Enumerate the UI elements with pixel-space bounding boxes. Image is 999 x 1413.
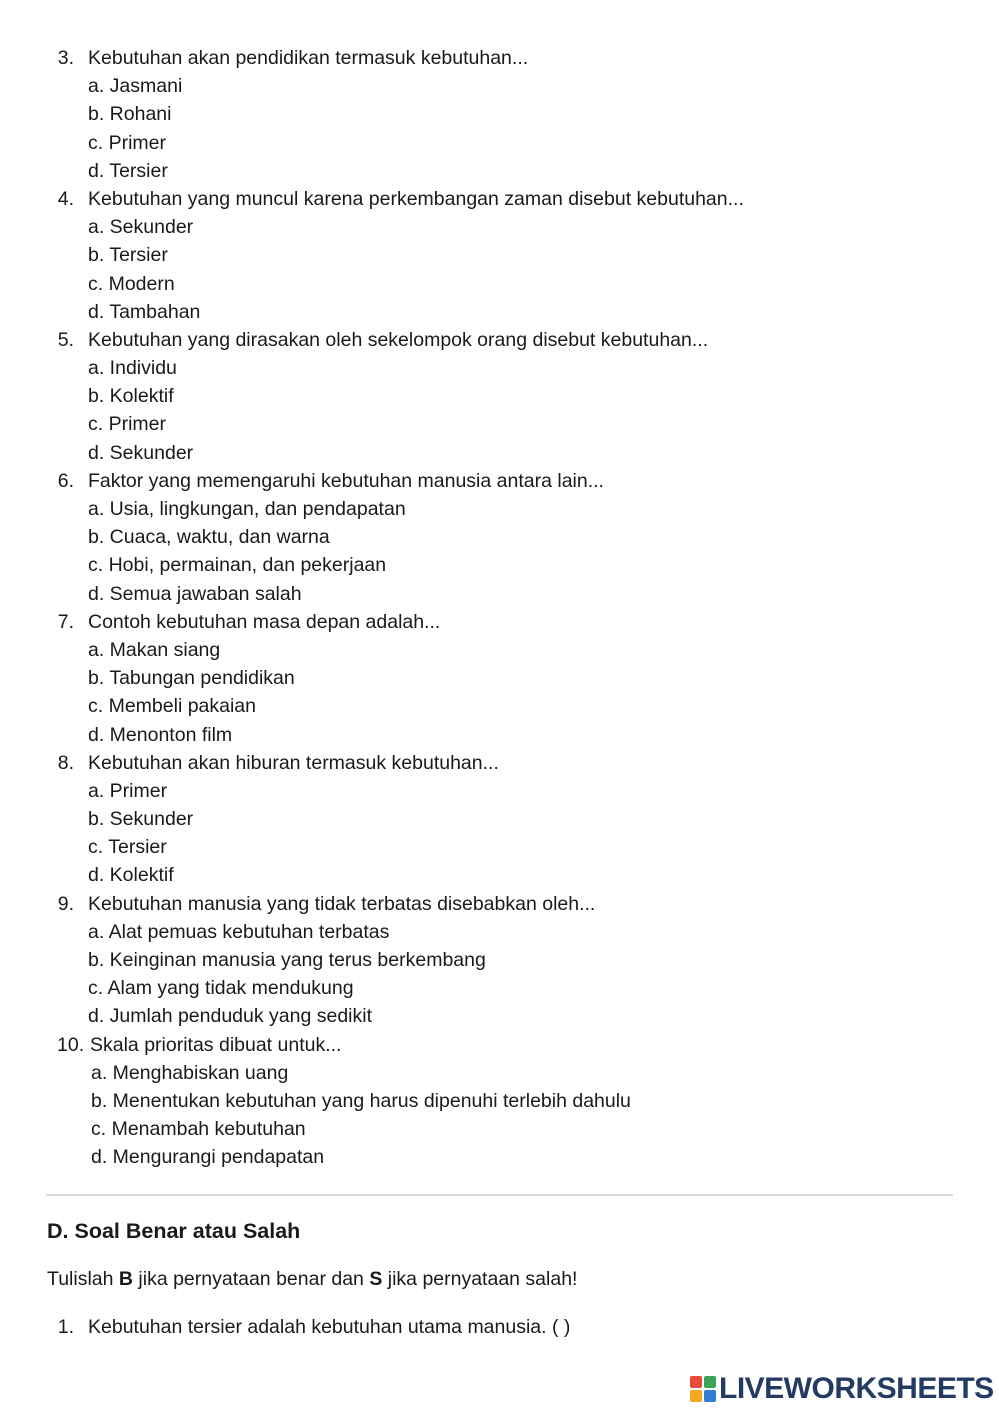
- instruction-s-letter: S: [369, 1268, 383, 1290]
- question-text: Skala prioritas dibuat untuk...: [90, 1033, 342, 1056]
- liveworksheets-logo-text: LIVEWORKSHEETS: [719, 1372, 994, 1405]
- answer-option: c. Primer: [88, 413, 166, 436]
- question-10: [0, 1031, 999, 1172]
- answer-option: d. Mengurangi pendapatan: [91, 1146, 325, 1169]
- question-number: 4.: [57, 187, 74, 210]
- answer-option: b. Cuaca, waktu, dan warna: [88, 526, 330, 549]
- question-6: [0, 467, 999, 608]
- question-3: [0, 44, 999, 185]
- question-7: [0, 608, 999, 749]
- question-line: [0, 467, 999, 495]
- answer-option: b. Rohani: [88, 103, 172, 126]
- question-9: [0, 890, 999, 1031]
- question-number: 5.: [57, 328, 74, 351]
- question-text: Kebutuhan yang muncul karena perkembangan zaman disebut kebutuhan...: [88, 187, 744, 210]
- instruction-text-1: Tulislah: [47, 1268, 119, 1290]
- answer-option: a. Sekunder: [88, 216, 194, 239]
- answer-option: b. Keinginan manusia yang terus berkembang: [88, 949, 486, 971]
- question-line: [0, 749, 999, 777]
- answer-option: c. Menambah kebutuhan: [91, 1118, 306, 1141]
- answer-option: c. Tersier: [88, 836, 167, 859]
- question-line: [0, 1031, 999, 1059]
- answer-option: c. Primer: [88, 131, 166, 154]
- answer-option: d. Tambahan: [88, 300, 201, 323]
- answer-option: d. Semua jawaban salah: [88, 582, 302, 605]
- answer-option: a. Individu: [88, 357, 177, 380]
- answer-option: b. Sekunder: [88, 808, 194, 831]
- question-line: [0, 185, 999, 213]
- answer-option: b. Tabungan pendidikan: [88, 667, 295, 690]
- question-text: Faktor yang memengaruhi kebutuhan manusia antara lain...: [88, 469, 604, 492]
- question-text: Kebutuhan akan hiburan termasuk kebutuhan...: [88, 751, 499, 774]
- answer-option: a. Usia, lingkungan, dan pendapatan: [88, 498, 406, 520]
- answer-option: d. Sekunder: [88, 441, 194, 464]
- answer-option: a. Alat pemuas kebutuhan terbatas: [88, 920, 390, 943]
- question-text: Kebutuhan manusia yang tidak terbatas disebabkan oleh...: [88, 892, 596, 915]
- liveworksheets-logo: [690, 1372, 994, 1406]
- section-divider: [46, 1194, 953, 1196]
- question-4: [0, 185, 999, 326]
- question-text: Kebutuhan yang dirasakan oleh sekelompok orang disebut kebutuhan...: [88, 328, 709, 351]
- answer-option: d. Menonton film: [88, 723, 233, 746]
- question-line: [0, 608, 999, 636]
- answer-option: c. Modern: [88, 272, 175, 295]
- instruction-text-2: jika pernyataan benar dan: [132, 1268, 370, 1290]
- logo-icon-tile-4: [704, 1390, 716, 1402]
- liveworksheets-logo-icon: [690, 1376, 716, 1402]
- answer-option: b. Tersier: [88, 244, 168, 267]
- question-number: 7.: [57, 610, 74, 633]
- question-line: [0, 44, 999, 72]
- question-line: [0, 890, 999, 918]
- answer-option: a. Jasmani: [88, 75, 183, 98]
- true-false-item-number: 1.: [57, 1316, 74, 1338]
- question-text: Contoh kebutuhan masa depan adalah...: [88, 610, 441, 633]
- answer-option: c. Membeli pakaian: [88, 695, 256, 718]
- instruction-b-letter: B: [118, 1268, 133, 1290]
- answer-option: a. Primer: [88, 779, 168, 802]
- answer-option: c. Alam yang tidak mendukung: [88, 977, 354, 1000]
- question-number: 3.: [57, 47, 74, 69]
- answer-option: d. Kolektif: [88, 864, 174, 887]
- true-false-item-text: Kebutuhan tersier adalah kebutuhan utama manusia. ( ): [88, 1316, 571, 1338]
- question-number: 6.: [57, 469, 74, 492]
- logo-icon-tile-2: [704, 1376, 716, 1388]
- question-number: 8.: [57, 751, 74, 774]
- question-8: [0, 749, 999, 890]
- answer-option: d. Tersier: [88, 159, 168, 182]
- true-false-item: [0, 1313, 999, 1341]
- answer-option: b. Menentukan kebutuhan yang harus dipenuhi terlebih dahulu: [91, 1089, 631, 1112]
- instruction-text-3: jika pernyataan salah!: [382, 1268, 578, 1290]
- question-line: [0, 326, 999, 354]
- question-number: 9.: [57, 892, 74, 915]
- answer-option: a. Makan siang: [88, 638, 221, 661]
- answer-option: b. Kolektif: [88, 385, 174, 408]
- logo-icon-tile-1: [690, 1376, 702, 1388]
- question-5: [0, 326, 999, 467]
- section-d-title: D. Soal Benar atau Salah: [47, 1219, 301, 1243]
- answer-option: c. Hobi, permainan, dan pekerjaan: [88, 554, 387, 577]
- question-number: 10.: [57, 1033, 85, 1056]
- answer-option: a. Menghabiskan uang: [91, 1061, 289, 1084]
- section-d-instruction: [47, 1265, 577, 1293]
- answer-option: d. Jumlah penduduk yang sedikit: [88, 1005, 373, 1028]
- logo-icon-tile-3: [690, 1390, 702, 1402]
- multiple-choice-list: [0, 44, 999, 1172]
- question-text: Kebutuhan akan pendidikan termasuk kebutuhan...: [88, 47, 529, 69]
